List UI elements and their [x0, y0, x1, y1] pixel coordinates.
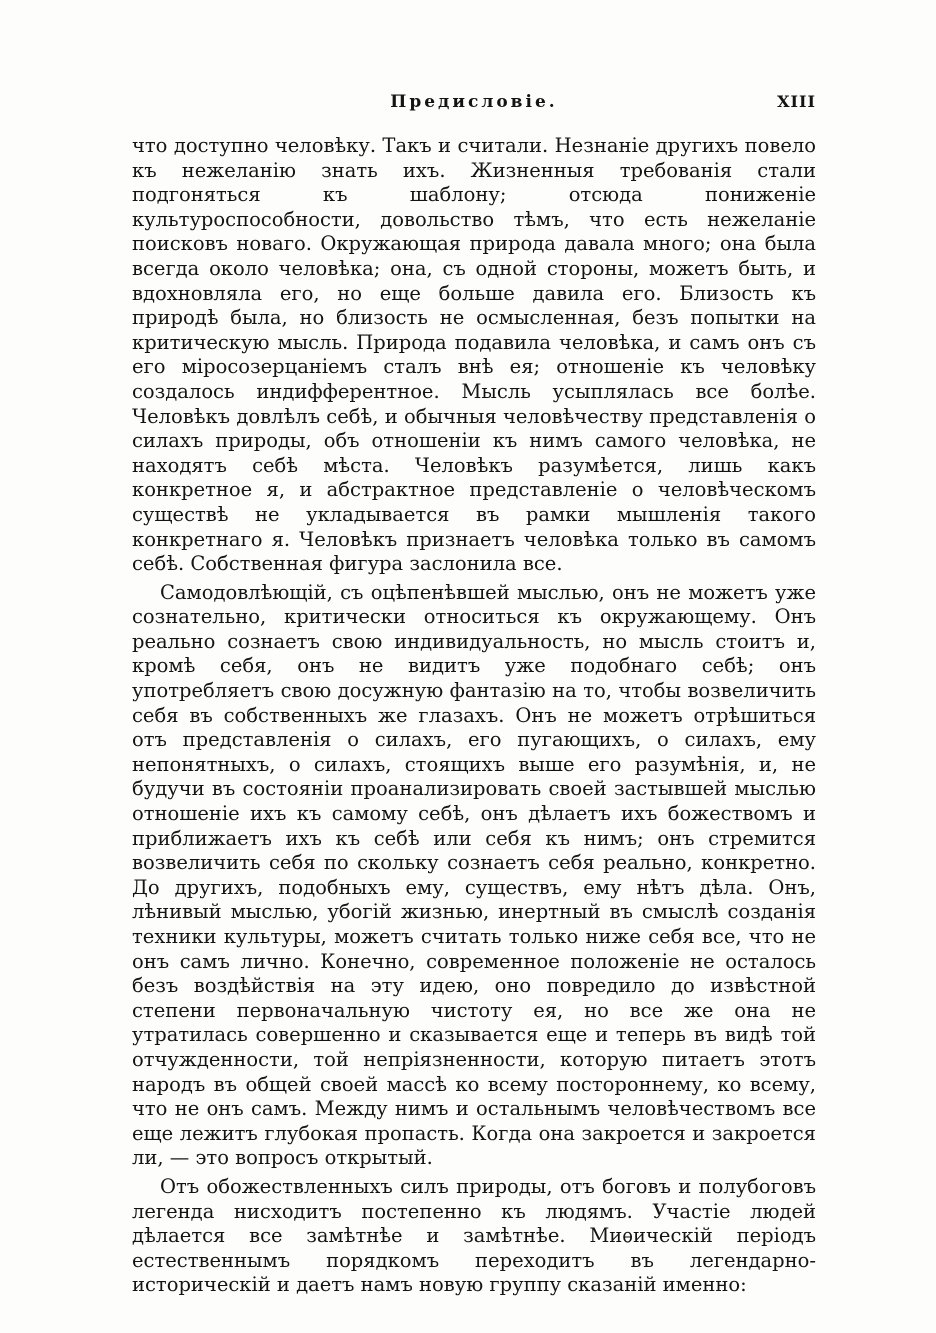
- running-title: Предисловіе.: [390, 92, 558, 112]
- paragraph-continued: что доступно человѣку. Такъ и считали. Незнаніе другихъ повело къ нежеланію знать ихъ. Жизненныя требованія стали подгоняться къ шаблону; отсюда пониженіе культуроспособности, довольство тѣмъ, что есть нежеланіе поисковъ новаго. Окружающая природа давала много; она была всегда около человѣка; она, съ одной стороны, можетъ быть, и вдохновляла его, но еще больше давила его. Близость къ природѣ была, но близость не осмысленная, безъ попытки на критическую мысль. Природа подавила человѣка, и самъ онъ съ его міросозерцаніемъ сталъ внѣ ея; отношеніе къ человѣку создалось индифферентное. Мысль усыплялась все болѣе. Человѣкъ довлѣлъ себѣ, и обычныя человѣчеству представленія о силахъ природы, объ отношеніи къ нимъ самого человѣка, не находятъ себѣ мѣста. Человѣкъ разумѣется, лишь какъ конкретное я, и абстрактное представленіе о человѣческомъ существѣ не укладывается въ рамки мышленія такого конкретнаго я. Человѣкъ признаетъ человѣка только въ самомъ себѣ. Собственная фигура заслонила все.: [132, 134, 816, 576]
- paragraph: Самодовлѣющій, съ оцѣпенѣвшей мыслью, онъ не можетъ уже сознательно, критически относиться къ окружающему. Онъ реально сознаетъ свою индивидуальность, но мысль стоитъ и, кромѣ себя, онъ не видитъ уже подобнаго себѣ; онъ употребляетъ свою досужную фантазію на то, чтобы возвеличить себя въ собственныхъ же глазахъ. Онъ не можетъ отрѣшиться отъ представленія о силахъ, его пугающихъ, о силахъ, ему непонятныхъ, о силахъ, стоящихъ выше его разумѣнія, и, не будучи въ состояніи проанализировать своей застывшей мыслью отношеніе ихъ къ самому себѣ, онъ дѣлаетъ ихъ божествомъ и приближаетъ ихъ къ себѣ или себя къ нимъ; онъ стремится возвеличить себя по скольку сознаетъ себя реально, конкретно. До другихъ, подобныхъ ему, существъ, ему нѣтъ дѣла. Онъ, лѣнивый мыслью, убогій жизнью, инертный въ смыслѣ созданія техники культуры, можетъ считать только ниже себя все, что не онъ самъ лично. Конечно, современное положеніе не осталось безъ воздѣйствія на эту идею, оно повредило до извѣстной степени первоначальную чистоту ея, но все же она не утратилась совершенно и сказывается еще и теперь въ видѣ той отчужденности, той непріязненности, которую питаетъ этотъ народъ въ общей своей массѣ ко всему постороннему, ко всему, что не онъ самъ. Между нимъ и остальнымъ человѣчествомъ все еще лежитъ глубокая пропасть. Когда она закроется и закроется ли, — это вопросъ открытый.: [132, 580, 816, 1170]
- paragraph: Отъ обожествленныхъ силъ природы, отъ боговъ и полубоговъ легенда нисходитъ постепенно къ людямъ. Участіе людей дѣлается все замѣтнѣе и замѣтнѣе. Миѳическій періодъ естественнымъ порядкомъ переходитъ въ легендарно-историческій и даетъ намъ новую группу сказаній именно:: [132, 1174, 816, 1297]
- body-text: [132, 134, 816, 1298]
- page-number: XIII: [777, 92, 816, 111]
- running-header: [132, 92, 816, 122]
